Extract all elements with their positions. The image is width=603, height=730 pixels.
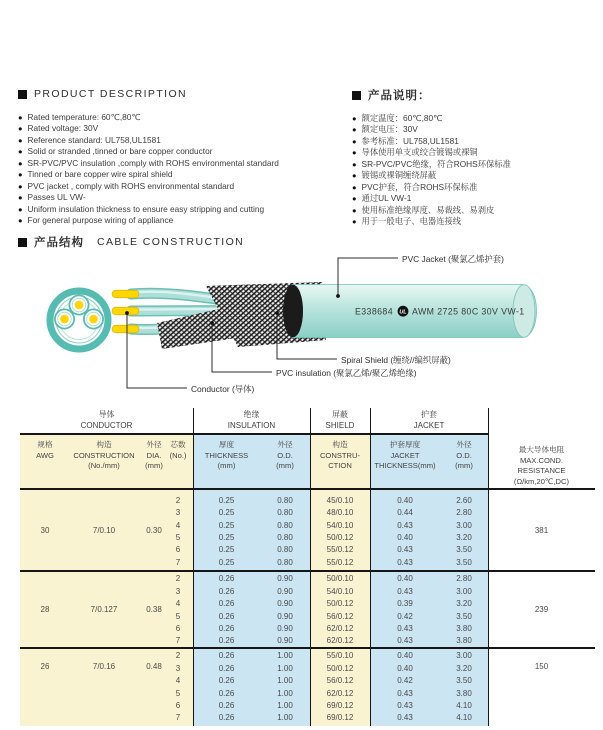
shield-construction-cell: 54/0.10 <box>326 520 354 530</box>
col-header-cores: 芯数 (No.) <box>169 440 187 460</box>
product-description-title-text: PRODUCT DESCRIPTION <box>34 88 187 100</box>
core-count-cell: 6 <box>175 700 181 710</box>
product-description-title-zh <box>352 87 431 103</box>
insulation-thickness-cell: 0.26 <box>218 688 235 698</box>
bullet-text: Reference standard: UL758,UL1581 <box>27 134 161 145</box>
shield-construction-cell: 50/0.10 <box>326 574 354 584</box>
core-count-cell: 5 <box>175 611 181 621</box>
spec-table <box>20 408 595 723</box>
bullet-icon: ● <box>352 159 357 169</box>
jacket-od-cell: 3.50 <box>456 557 472 567</box>
col-header-ins-thickness: 厚度 THICKNESS (mm) <box>204 440 249 471</box>
insulation-thickness-cell: 0.26 <box>218 611 235 621</box>
resistance-cell: 239 <box>534 605 549 615</box>
bullet-text: 通过UL VW-1 <box>361 193 412 204</box>
insulation-od-cell: 0.90 <box>277 611 293 621</box>
bullet-text: PVC护套，符合ROHS环保标准 <box>361 181 478 192</box>
jacket-thickness-cell: 0.43 <box>397 713 413 723</box>
section-header-jacket: 护套 JACKET <box>413 410 445 430</box>
table-row <box>163 687 595 699</box>
insulation-od-cell: 0.90 <box>277 636 293 646</box>
bullet-item <box>18 215 279 226</box>
table-row <box>163 662 595 674</box>
table-row <box>163 674 595 686</box>
insulation-od-cell: 1.00 <box>277 651 293 661</box>
jacket-thickness-cell: 0.39 <box>397 599 413 609</box>
bullet-icon: ● <box>18 158 23 168</box>
insulation-thickness-cell: 0.25 <box>218 533 235 543</box>
insulation-thickness-cell: 0.26 <box>218 676 235 686</box>
shield-construction-cell: 56/0.12 <box>326 676 354 686</box>
dia-cell: 0.48 <box>146 661 162 671</box>
col-header-dia: 外径 DIA. (mm) <box>145 440 163 471</box>
insulation-od-cell: 0.80 <box>277 508 293 518</box>
bullet-text: 额定电压：30V <box>361 124 418 135</box>
jacket-thickness-cell: 0.43 <box>397 688 413 698</box>
insulation-thickness-cell: 0.25 <box>218 520 235 530</box>
insulation-od-cell: 0.80 <box>277 545 293 555</box>
jacket-thickness-cell: 0.43 <box>397 636 413 646</box>
insulation-od-cell: 0.80 <box>277 520 293 530</box>
bullet-item <box>18 112 279 123</box>
cable-diagram <box>0 250 603 414</box>
core-count-cell: 7 <box>175 713 181 723</box>
cable-marking <box>355 306 525 317</box>
core-count-cell: 2 <box>175 495 181 505</box>
jacket-od-cell: 2.60 <box>456 495 472 505</box>
jacket-od-cell: 3.00 <box>456 520 472 530</box>
jacket-od-cell: 3.80 <box>456 623 472 633</box>
core-count-cell: 3 <box>175 508 181 518</box>
table-row <box>163 712 595 724</box>
bullet-item <box>18 169 279 180</box>
bullet-text: PVC jacket , comply with ROHS environmental standard <box>27 180 235 191</box>
core-count-cell: 5 <box>175 533 181 543</box>
insulation-od-cell: 0.90 <box>277 574 293 584</box>
jacket-thickness-cell: 0.43 <box>397 557 413 567</box>
bullet-item <box>352 158 511 169</box>
insulation-od-cell: 0.90 <box>277 586 293 596</box>
core-count-cell: 6 <box>175 623 181 633</box>
resistance-cell: 150 <box>534 661 549 671</box>
insulation-thickness-cell: 0.25 <box>218 508 235 518</box>
insulation-thickness-cell: 0.26 <box>218 700 235 710</box>
insulation-thickness-cell: 0.26 <box>218 636 235 646</box>
square-bullet-icon <box>18 90 27 99</box>
bullet-item <box>352 204 511 215</box>
shield-construction-cell: 56/0.12 <box>326 611 354 621</box>
core-count-cell: 4 <box>175 676 181 686</box>
bullet-item <box>352 169 511 180</box>
shield-construction-cell: 50/0.12 <box>326 533 354 543</box>
bullet-icon: ● <box>18 204 23 214</box>
jacket-od-cell: 3.00 <box>456 651 472 661</box>
jacket-thickness-cell: 0.40 <box>397 495 413 505</box>
bullet-icon: ● <box>352 216 357 226</box>
table-row <box>163 699 595 711</box>
bullet-text: Tinned or bare copper wire spiral shield <box>27 169 173 180</box>
insulation-thickness-cell: 0.26 <box>218 651 235 661</box>
table-row <box>163 506 595 518</box>
cable-construction-title <box>18 234 244 250</box>
core-count-cell: 5 <box>175 688 181 698</box>
group-rows <box>20 650 595 725</box>
bullet-icon: ● <box>18 170 23 180</box>
col-header-construction: 构造 CONSTRUCTION (No./mm) <box>73 440 135 471</box>
table-row <box>163 519 595 531</box>
core-count-cell: 4 <box>175 520 181 530</box>
bullet-item <box>18 135 279 146</box>
shield-construction-cell: 50/0.12 <box>326 663 354 673</box>
insulation-thickness-cell: 0.26 <box>218 586 235 596</box>
shield-construction-cell: 55/0.12 <box>326 545 354 555</box>
marking-style-text: AWM 2725 80C 30V VW-1 <box>412 306 525 317</box>
jacket-od-cell: 3.80 <box>456 688 472 698</box>
insulation-od-cell: 1.00 <box>277 663 293 673</box>
ul-logo-text: UL <box>399 309 407 316</box>
bullet-icon: ● <box>352 205 357 215</box>
rule-below-section-headers <box>20 433 488 435</box>
bullet-icon: ● <box>18 113 23 122</box>
product-description-title <box>18 88 187 100</box>
jacket-od-cell: 3.80 <box>456 636 472 646</box>
bullet-text: Solid or stranded ,tinned or bare copper conductor <box>27 146 213 157</box>
table-row <box>163 622 595 634</box>
bullet-item <box>18 181 279 192</box>
bullet-item <box>18 158 279 169</box>
table-row <box>163 597 595 609</box>
jacket-od-cell: 4.10 <box>456 700 472 710</box>
insulation-od-cell: 0.90 <box>277 599 293 609</box>
construction-cell: 7/0.127 <box>90 605 118 615</box>
insulation-thickness-cell: 0.26 <box>218 623 235 633</box>
bullet-text: 用于一般电子、电器连接线 <box>361 215 462 226</box>
col-header-ins-od: 外径 O.D. (mm) <box>276 440 294 471</box>
core-count-cell: 7 <box>175 636 181 646</box>
jacket-thickness-cell: 0.43 <box>397 545 413 555</box>
bullet-icon: ● <box>18 193 23 203</box>
bullet-item <box>18 192 279 203</box>
jacket-thickness-cell: 0.40 <box>397 533 413 543</box>
bullet-icon: ● <box>352 125 357 135</box>
insulation-thickness-cell: 0.25 <box>218 495 235 505</box>
jacket-thickness-cell: 0.43 <box>397 623 413 633</box>
awg-cell: 26 <box>40 661 50 671</box>
shield-construction-cell: 62/0.12 <box>326 636 354 646</box>
jacket-od-cell: 3.20 <box>456 663 472 673</box>
jacket-od-cell: 3.00 <box>456 586 472 596</box>
table-row <box>163 610 595 622</box>
bullet-item <box>18 146 279 157</box>
bullet-icon: ● <box>18 147 23 157</box>
shield-construction-cell: 55/0.12 <box>326 557 354 567</box>
bullet-icon: ● <box>18 124 23 134</box>
insulation-od-cell: 1.00 <box>277 700 293 710</box>
table-row <box>163 573 595 585</box>
bullet-icon: ● <box>18 181 23 191</box>
construction-cell: 7/0.10 <box>92 526 116 535</box>
jacket-thickness-cell: 0.40 <box>397 574 413 584</box>
col-header-awg: 规格 AWG <box>36 440 54 460</box>
bullet-item <box>18 204 279 215</box>
table-row <box>163 544 595 556</box>
insulation-thickness-cell: 0.26 <box>218 713 235 723</box>
shield-construction-cell: 69/0.12 <box>326 713 354 723</box>
cable-construction-title-zh: 产品结构 <box>34 237 84 249</box>
table-row <box>163 585 595 597</box>
shield-construction-cell: 50/0.12 <box>326 599 354 609</box>
bullet-item <box>352 135 511 146</box>
insulation-thickness-cell: 0.26 <box>218 574 235 584</box>
shield-construction-cell: 62/0.12 <box>326 688 354 698</box>
core-count-cell: 2 <box>175 651 181 661</box>
insulation-thickness-cell: 0.26 <box>218 663 235 673</box>
table-row <box>163 556 595 568</box>
jacket-thickness-cell: 0.44 <box>397 508 413 518</box>
bullet-item <box>352 146 511 157</box>
shield-construction-cell: 54/0.10 <box>326 586 354 596</box>
construction-cell: 7/0.16 <box>92 661 116 671</box>
jacket-od-cell: 3.50 <box>456 676 472 686</box>
table-row <box>163 494 595 506</box>
table-row <box>163 635 595 647</box>
square-bullet-icon <box>352 91 361 100</box>
dia-cell: 0.30 <box>146 526 162 535</box>
core-count-cell: 7 <box>175 557 181 567</box>
jacket-od-cell: 3.20 <box>456 599 472 609</box>
cross-section <box>50 291 108 349</box>
dia-cell: 0.38 <box>146 605 162 615</box>
jacket-od-cell: 4.10 <box>456 713 472 723</box>
bullet-text: 镀锡或裸铜缠绕屏蔽 <box>361 170 437 181</box>
col-header-jacket-od: 外径 O.D. (mm) <box>455 440 473 471</box>
section-header-shield: 屏蔽 SHIELD <box>325 410 355 430</box>
resistance-cell: 381 <box>534 526 549 535</box>
shield-construction-cell: 62/0.12 <box>326 623 354 633</box>
bullet-text: Rated voltage: 30V <box>27 123 99 134</box>
table-group-awg-26 <box>20 650 595 730</box>
jacket-thickness-cell: 0.40 <box>397 651 413 661</box>
table-row <box>163 650 595 662</box>
insulation-od-cell: 1.00 <box>277 688 293 698</box>
table-row <box>163 531 595 543</box>
bullet-text: 参考标准：UL758,UL1581 <box>361 135 459 146</box>
product-description-list-en <box>18 112 279 226</box>
bullet-item <box>352 123 511 134</box>
jacket-thickness-cell: 0.40 <box>397 663 413 673</box>
bullet-item <box>352 192 511 203</box>
awg-cell: 30 <box>40 526 50 535</box>
jacket-od-cell: 3.50 <box>456 611 472 621</box>
jacket-thickness-cell: 0.42 <box>397 676 413 686</box>
bullet-text: 使用标准绝缘厚度、易裁线、易剥皮 <box>361 204 495 215</box>
bullet-item <box>18 123 279 134</box>
core-count-cell: 3 <box>175 663 181 673</box>
bullet-text: For general purpose wiring of appliance <box>27 214 174 225</box>
group-rows <box>20 573 595 648</box>
bullet-icon: ● <box>352 171 357 181</box>
bullet-item <box>352 181 511 192</box>
bullet-text: SR-PVC/PVC insulation ,comply with ROHS environmental standard <box>27 157 279 168</box>
core-count-cell: 6 <box>175 545 181 555</box>
jacket-od-cell: 2.80 <box>456 574 472 584</box>
bullet-text: Rated temperature: 60℃,80℃ <box>27 112 141 122</box>
marking-file-number: E338684 <box>355 306 394 317</box>
core-count-cell: 4 <box>175 599 181 609</box>
table-group-awg-28 <box>20 573 595 648</box>
insulation-od-cell: 0.80 <box>277 495 293 505</box>
table-group-awg-30 <box>20 491 595 570</box>
bullet-text: SR-PVC/PVC绝缘，符合ROHS环保标准 <box>361 158 511 169</box>
bullet-icon: ● <box>18 215 23 225</box>
bullet-icon: ● <box>352 114 357 123</box>
jacket-thickness-cell: 0.42 <box>397 611 413 621</box>
insulation-thickness-cell: 0.26 <box>218 599 235 609</box>
conductor-label: Conductor (导体) <box>191 384 255 394</box>
square-bullet-icon <box>18 238 27 247</box>
insulation-label: PVC insulation (聚氯乙烯/聚乙烯绝缘) <box>276 368 417 378</box>
section-header-insulation: 绝缘 INSULATION <box>227 410 276 430</box>
bullet-item <box>352 215 511 226</box>
shield-construction-cell: 48/0.10 <box>326 508 354 518</box>
jacket-thickness-cell: 0.43 <box>397 586 413 596</box>
insulation-thickness-cell: 0.25 <box>218 557 235 567</box>
insulation-od-cell: 0.80 <box>277 557 293 567</box>
jacket-od-cell: 2.80 <box>456 508 472 518</box>
shield-construction-cell: 55/0.10 <box>326 651 354 661</box>
jacket-od-cell: 3.20 <box>456 533 472 543</box>
jacket-label: PVC Jacket (聚氯乙烯护套) <box>402 254 504 264</box>
bullet-icon: ● <box>352 182 357 192</box>
shield-label: Spiral Shield (缠绕//编织屏蔽) <box>341 355 451 365</box>
jacket-thickness-cell: 0.43 <box>397 700 413 710</box>
group-rows <box>20 494 595 569</box>
shield-construction-cell: 45/0.10 <box>326 495 354 505</box>
insulation-od-cell: 1.00 <box>277 713 293 723</box>
insulation-od-cell: 0.90 <box>277 623 293 633</box>
insulation-od-cell: 1.00 <box>277 676 293 686</box>
bullet-text: 导体使用单支或绞合镀锡或裸铜 <box>361 147 478 158</box>
bullet-icon: ● <box>352 136 357 146</box>
jacket-od-cell: 3.50 <box>456 545 472 555</box>
col-header-jacket-thickness: 护套厚度 JACKET THICKNESS(mm) <box>374 440 436 471</box>
product-description-title-zh-text: 产品说明： <box>368 90 431 102</box>
insulation-od-cell: 0.80 <box>277 533 293 543</box>
bullet-text: Uniform insulation thickness to ensure easy stripping and cutting <box>27 203 265 214</box>
conductor-tips <box>112 290 139 333</box>
col-header-shield-construction: 构造 CONSTRU- CTION <box>319 440 361 471</box>
awg-cell: 28 <box>40 605 50 615</box>
cable-construction-title-en: CABLE CONSTRUCTION <box>97 236 245 248</box>
col-header-resistance: 最大导体电阻 MAX.COND. RESISTANCE (Ω/km,20℃,DC) <box>513 445 570 486</box>
bullet-text: 额定温度：60℃,80℃ <box>361 113 443 123</box>
shield-construction-cell: 69/0.12 <box>326 700 354 710</box>
bullet-item <box>352 112 511 123</box>
bullet-icon: ● <box>352 148 357 158</box>
insulation-thickness-cell: 0.25 <box>218 545 235 555</box>
bullet-text: Passes UL VW- <box>27 192 86 203</box>
bullet-icon: ● <box>18 135 23 145</box>
jacket-thickness-cell: 0.43 <box>397 520 413 530</box>
core-count-cell: 3 <box>175 586 181 596</box>
section-header-conductor: 导体 CONDUCTOR <box>80 410 133 430</box>
product-description-list-zh <box>352 112 511 226</box>
bullet-icon: ● <box>352 194 357 204</box>
core-count-cell: 2 <box>175 574 181 584</box>
